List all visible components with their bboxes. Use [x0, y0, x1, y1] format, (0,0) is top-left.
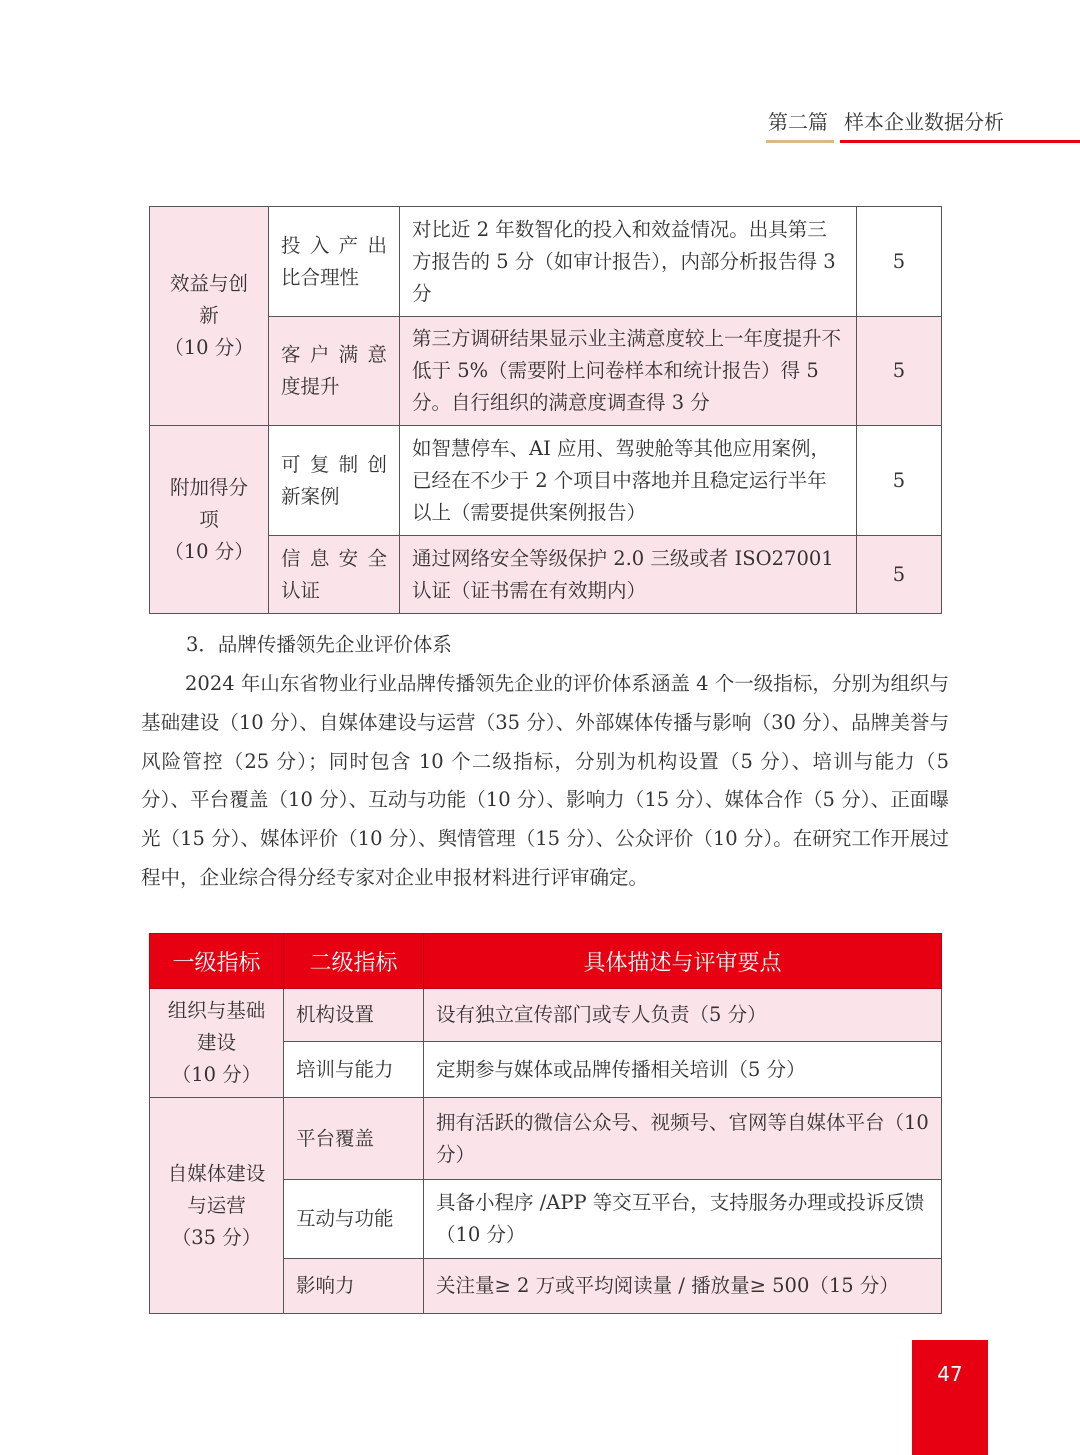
sub-indicator-line: 可 复 制 创: [281, 452, 387, 476]
score-cell: 5: [857, 426, 942, 536]
category-line: 建设: [196, 1031, 236, 1054]
sub-indicator-cell: 机构设置: [284, 989, 424, 1042]
header-rule-red: [840, 140, 1080, 143]
section-heading: 3．品牌传播领先企业评价体系: [186, 633, 452, 656]
table-row: [150, 207, 942, 317]
benefit-innovation-table: [149, 206, 942, 614]
header-level2: 二级指标: [284, 934, 424, 989]
score-cell: 5: [857, 536, 942, 614]
sub-indicator-cell: 平台覆盖: [284, 1098, 424, 1180]
category-line: 项: [199, 507, 219, 531]
category-line: （10 分）: [164, 539, 254, 563]
table-row: [150, 1098, 942, 1180]
table-header-row: [150, 934, 942, 989]
category-cell: [150, 207, 269, 426]
table-row: [150, 989, 942, 1042]
brand-evaluation-table: [149, 933, 942, 1314]
header-part: 第二篇: [768, 110, 828, 134]
category-line: （10 分）: [171, 1063, 262, 1086]
header-rule-gold: [766, 140, 834, 143]
header-level1: 一级指标: [150, 934, 284, 989]
description-cell: 设有独立宣传部门或专人负责（5 分）: [424, 989, 942, 1042]
sub-indicator-line: 投 入 产 出: [281, 233, 387, 257]
description-cell: 关注量≥ 2 万或平均阅读量 / 播放量≥ 500（15 分）: [424, 1259, 942, 1314]
category-line: （10 分）: [164, 336, 254, 359]
description-cell: 拥有活跃的微信公众号、视频号、官网等自媒体平台（10 分）: [424, 1098, 942, 1180]
table-row: [150, 426, 942, 536]
sub-indicator-line: 比合理性: [281, 265, 360, 289]
description-cell: 对比近 2 年数智化的投入和效益情况。出具第三方报告的 5 分（如审计报告），内部分析报告得 3 分: [400, 207, 857, 317]
description-cell: 通过网络安全等级保护 2.0 三级或者 ISO27001 认证（证书需在有效期内）: [400, 536, 857, 614]
sub-indicator-line: 客 户 满 意: [281, 343, 387, 366]
score-cell: 5: [857, 317, 942, 426]
sub-indicator-cell: [269, 207, 400, 317]
score-cell: 5: [857, 207, 942, 317]
sub-indicator-cell: [269, 426, 400, 536]
page-number: 47: [937, 1362, 963, 1386]
table-row: [150, 536, 942, 614]
running-header: [768, 106, 1080, 135]
category-line: 自媒体建设: [167, 1161, 266, 1185]
description-cell: 具备小程序 /APP 等交互平台，支持服务办理或投诉反馈（10 分）: [424, 1180, 942, 1259]
category-line: 附加得分: [169, 475, 248, 499]
sub-indicator-cell: [269, 536, 400, 614]
sub-indicator-line: 信 息 安 全: [281, 546, 387, 570]
category-cell: [150, 1098, 284, 1314]
sub-indicator-cell: 互动与功能: [284, 1180, 424, 1259]
body-paragraph: 2024 年山东省物业行业品牌传播领先企业的评价体系涵盖 4 个一级指标，分别为组织与基础建设（10 分）、自媒体建设与运营（35 分）、外部媒体传播与影响（30 分）、品牌美誉与风险管控（25 分）；同时包含 10 个二级指标，分别为机构设置（5 分）、培训与能力（5 分）、平台覆盖（10 分）、互动与功能（10 分）、影响力（15 分）、媒体合作（5 分）、正面曝光（15 分）、媒体评价（10 分）、舆情管理（15 分）、公众评价（10 分）。在研究工作开展过程中，企业综合得分经专家对企业申报材料进行评审确定。: [141, 672, 949, 889]
description-cell: 第三方调研结果显示业主满意度较上一年度提升不低于 5%（需要附上问卷样本和统计报告）得 5 分。自行组织的满意度调查得 3 分: [400, 317, 857, 426]
sub-indicator-cell: 影响力: [284, 1259, 424, 1314]
category-line: （35 分）: [171, 1225, 262, 1249]
sub-indicator-line: 度提升: [281, 375, 340, 398]
sub-indicator-cell: [269, 317, 400, 426]
category-line: 效益与创: [169, 272, 248, 295]
description-cell: 定期参与媒体或品牌传播相关培训（5 分）: [424, 1042, 942, 1098]
table-row: [150, 317, 942, 426]
category-line: 与运营: [187, 1193, 246, 1217]
sub-indicator-line: 新案例: [281, 484, 340, 508]
category-cell: [150, 989, 284, 1098]
description-cell: 如智慧停车、AI 应用、驾驶舱等其他应用案例，已经在不少于 2 个项目中落地并且稳定运行半年以上（需要提供案例报告）: [400, 426, 857, 536]
category-line: 组织与基础: [167, 999, 266, 1022]
header-title: 样本企业数据分析: [844, 110, 1004, 134]
sub-indicator-line: 认证: [281, 578, 321, 602]
sub-indicator-cell: 培训与能力: [284, 1042, 424, 1098]
header-description: 具体描述与评审要点: [424, 934, 942, 989]
category-line: 新: [199, 304, 219, 327]
category-cell: [150, 426, 269, 614]
page-number-box: [912, 1340, 988, 1455]
